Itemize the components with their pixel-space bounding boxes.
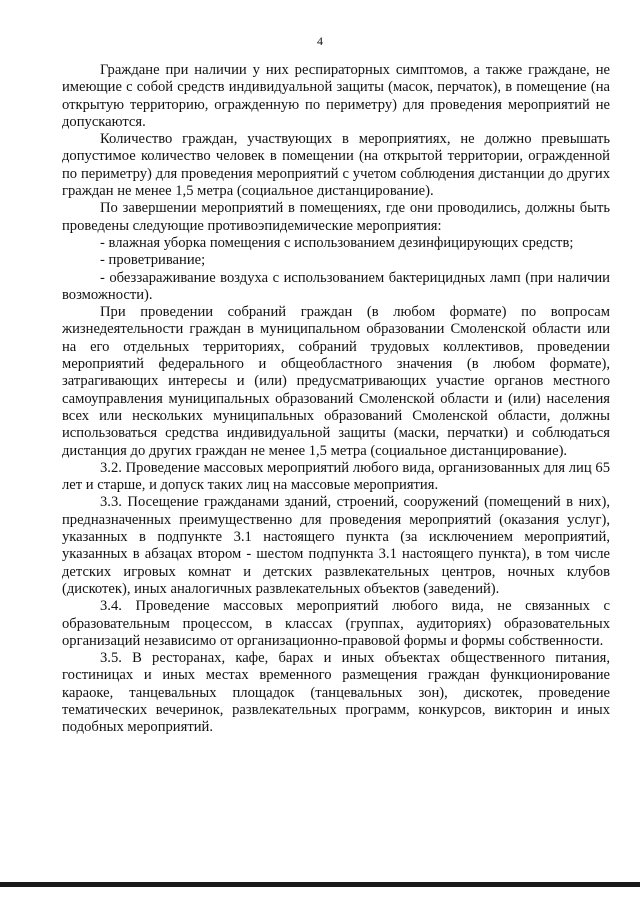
paragraph-entry-restrictions: Граждане при наличии у них респираторных симптомов, а также граждане, не имеющие с собой средств индивидуальной защиты (масок, перчаток), в помещение (на открытую территорию, огражденную по периметру) для проведения мероприятий не допускаются. xyxy=(62,62,610,130)
paragraph-3-4: 3.4. Проведение массовых мероприятий любого вида, не связанных с образовательным процессом, в классах (группах, аудиториях) образовательных организаций независимо от организационно-правовой формы и формы собственности. xyxy=(62,598,610,649)
list-item-wet-cleaning: - влажная уборка помещения с использованием дезинфицирующих средств; xyxy=(100,234,574,251)
paragraph-post-event-measures: По завершении мероприятий в помещениях, где они проводились, должны быть проведены следующие противоэпидемические мероприятия: xyxy=(62,200,610,234)
paragraph-3-5: 3.5. В ресторанах, кафе, барах и иных объектах общественного питания, гостиницах и иных местах временного размещения граждан функционирование караоке, танцевальных площадок (танцевальных зон), дискотек, проведение тематических вечеринок, развлекательных программ, конкурсов, викторин и иных подобных мероприятий. xyxy=(62,650,610,736)
paragraph-3-3: 3.3. Посещение гражданами зданий, строений, сооружений (помещений в них), предназначенных преимущественно для проведения мероприятий (оказания услуг), указанных в подпункте 3.1 настоящего пункта (за исключением мероприятий, указанных в абзацах втором - шестом подпункта 3.1 настоящего пункта), в том числе детских игровых комнат и детских развлекательных центров, ночных клубов (дискотек), иных аналогичных развлекательных объектов (заведений). xyxy=(62,494,610,597)
paragraph-citizen-meetings: При проведении собраний граждан (в любом формате) по вопросам жизнедеятельности граждан в муниципальном образовании Смоленской области или на его отдельных территориях, собраний трудовых коллективов, проведении мероприятий федерального и общеобластного значения (в любом формате), затрагивающих интересы и (или) предусматривающих участие органов местного самоуправления муниципальных образований Смоленской области и (или) населения всех или нескольких муниципальных образований Смоленской области, должны использоваться средства индивидуальной защиты (маски, перчатки) и соблюдаться дистанция до других граждан не менее 1,5 метра (социальное дистанцирование). xyxy=(62,304,610,459)
list-item-ventilation: - проветривание; xyxy=(100,252,206,269)
paragraph-capacity-limit: Количество граждан, участвующих в мероприятиях, не должно превышать допустимое количество человек в помещении (на открытой территории, огражденной по периметру) для проведения мероприятий с учетом соблюдения дистанции до других граждан не менее 1,5 метра (социальное дистанцирование). xyxy=(62,131,610,200)
page-number: 4 xyxy=(317,34,323,48)
paragraph-3-2: 3.2. Проведение массовых мероприятий любого вида, организованных для лиц 65 лет и старше, и допуск таких лиц на массовые мероприятия. xyxy=(62,459,610,494)
list-item-air-disinfection: - обеззараживание воздуха с использованием бактерицидных ламп (при наличии возможности). xyxy=(62,269,610,303)
document-body xyxy=(62,62,610,737)
bottom-border-line xyxy=(0,882,640,887)
